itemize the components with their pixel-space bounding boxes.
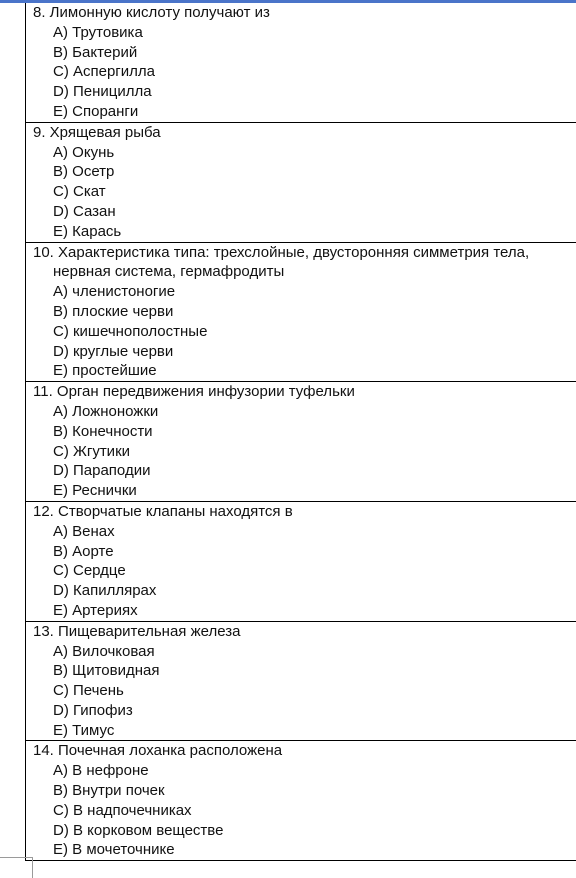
question-title: 9. Хрящевая рыба — [33, 123, 161, 141]
question-block-12 — [26, 502, 576, 622]
answer-option: A) Венах — [53, 522, 115, 540]
answer-option: A) членистоногие — [53, 283, 176, 301]
answer-option: D) Сазан — [53, 202, 116, 220]
answer-option: C) Жгутики — [53, 442, 131, 460]
question-block-11 — [26, 382, 576, 502]
question-table — [25, 3, 576, 861]
answer-option: D) Пеницилла — [53, 83, 152, 101]
answer-option: B) плоские черви — [53, 302, 174, 320]
question-title: 11. Орган передвижения инфузории туфельки — [33, 383, 355, 401]
answer-option: B) Бактерий — [53, 43, 138, 61]
question-block-13 — [26, 622, 576, 742]
answer-option: A) В нефроне — [53, 762, 149, 780]
answer-option: E) Карась — [53, 222, 122, 240]
answer-option: C) Печень — [53, 682, 124, 700]
answer-option: E) Артериях — [53, 601, 138, 619]
answer-option: D) Капиллярах — [53, 582, 157, 600]
answer-option: A) Окунь — [53, 143, 115, 161]
answer-option: B) Конечности — [53, 422, 153, 440]
answer-option: B) Щитовидная — [53, 662, 160, 680]
answer-option: C) Аспергилла — [53, 63, 156, 81]
answer-option: C) Сердце — [53, 562, 126, 580]
question-title: 8. Лимонную кислоту получают из — [33, 4, 270, 21]
answer-option: B) Осетр — [53, 163, 115, 181]
question-title: 13. Пищеварительная железа — [33, 622, 241, 640]
question-block-14 — [26, 741, 576, 861]
answer-option: D) круглые черви — [53, 342, 174, 360]
question-title: 14. Почечная лоханка расположена — [33, 742, 283, 760]
question-block-8 — [26, 3, 576, 123]
answer-option: B) Аорте — [53, 542, 114, 560]
question-title: 10. Характеристика типа: трехслойные, двусторонняя симметрия тела, — [33, 243, 530, 261]
answer-option: C) В надпочечниках — [53, 801, 192, 819]
answer-option: E) простейшие — [53, 362, 157, 380]
question-title-continuation: нервная система, гермафродиты — [53, 263, 285, 281]
answer-option: E) Тимус — [53, 721, 115, 739]
answer-option: B) Внутри почек — [53, 782, 165, 800]
question-title: 12. Створчатые клапаны находятся в — [33, 502, 293, 520]
answer-option: D) Параподии — [53, 462, 151, 480]
answer-option: E) Реснички — [53, 482, 137, 500]
answer-option: E) Споранги — [53, 102, 139, 120]
answer-option: E) В мочеточнике — [53, 841, 175, 859]
answer-option: C) кишечнополостные — [53, 322, 208, 340]
answer-option: D) Гипофиз — [53, 701, 133, 719]
answer-option: A) Ложноножки — [53, 402, 159, 420]
answer-option: A) Трутовика — [53, 23, 143, 41]
answer-option: D) В корковом веществе — [53, 821, 224, 839]
question-block-10 — [26, 243, 576, 383]
answer-option: C) Скат — [53, 183, 106, 201]
question-block-9 — [26, 123, 576, 243]
answer-option: A) Вилочковая — [53, 642, 155, 660]
page-corner-marker — [0, 857, 33, 878]
